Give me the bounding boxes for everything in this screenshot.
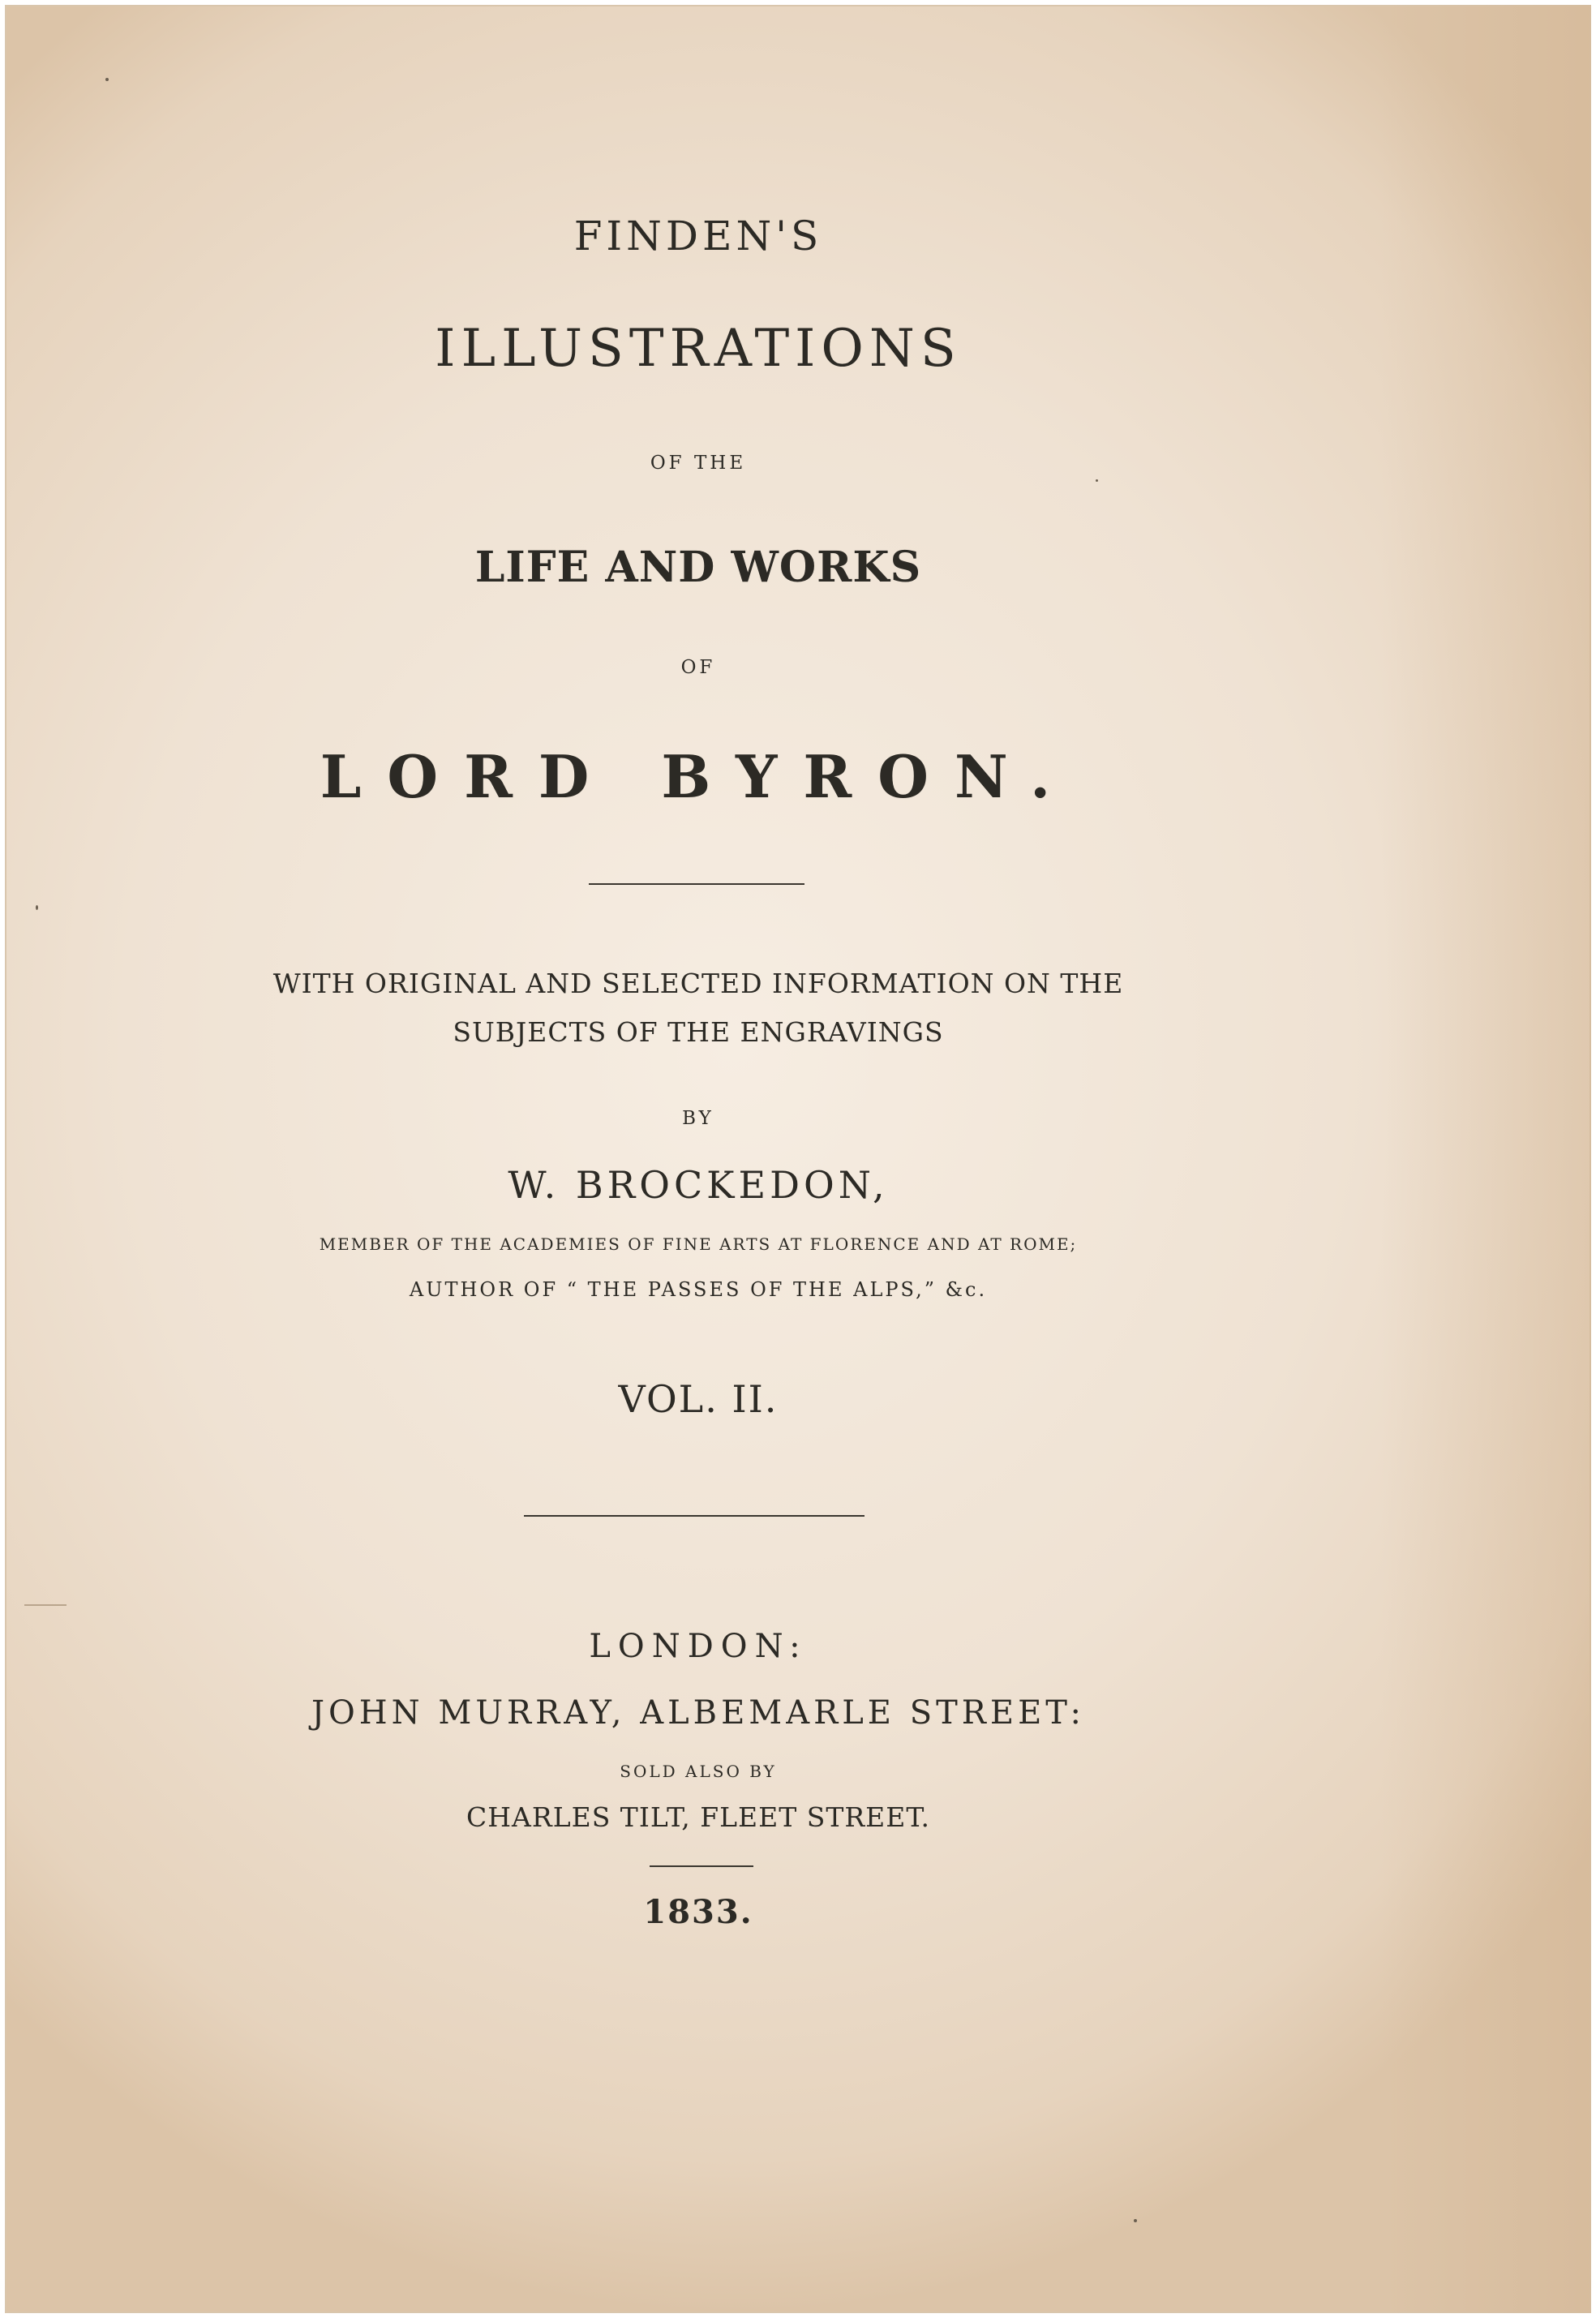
imprint-city: LONDON:: [589, 1628, 808, 1665]
title-of-the: OF THE: [650, 453, 747, 474]
paper-speck: [105, 78, 109, 81]
divider-rule-bottom: [650, 1865, 753, 1867]
paper-speck: [1134, 2219, 1137, 2222]
paper-speck: [1096, 479, 1098, 482]
author-credit-line-2: AUTHOR OF “ THE PASSES OF THE ALPS,” &c.: [409, 1278, 988, 1301]
subject-name: LORD BYRON.: [320, 742, 1077, 811]
imprint-seller: CHARLES TILT, FLEET STREET.: [466, 1801, 930, 1833]
sold-also-by: SOLD ALSO BY: [620, 1762, 777, 1781]
by-label: BY: [682, 1108, 714, 1129]
author-name: W. BROCKEDON,: [508, 1163, 889, 1207]
publication-year: 1833.: [643, 1893, 753, 1931]
imprint-publisher: JOHN MURRAY, ALBEMARLE STREET:: [311, 1694, 1086, 1732]
title-of: OF: [680, 657, 716, 678]
author-credit-line-1: MEMBER OF THE ACADEMIES OF FINE ARTS AT FLORENCE AND AT ROME;: [319, 1234, 1078, 1254]
publisher-possessive: FINDEN'S: [573, 212, 823, 260]
title-page: [5, 5, 1591, 2313]
paper-mark: [24, 1604, 66, 1606]
paper-speck: [36, 905, 38, 910]
divider-rule-top: [589, 883, 804, 885]
title-main: ILLUSTRATIONS: [435, 319, 962, 379]
volume-number: VOL. II.: [618, 1377, 779, 1421]
title-life-and-works: LIFE AND WORKS: [474, 543, 922, 592]
divider-rule-middle: [524, 1515, 865, 1517]
subtitle-line-2: SUBJECTS OF THE ENGRAVINGS: [453, 1016, 944, 1048]
subtitle-line-1: WITH ORIGINAL AND SELECTED INFORMATION ON THE: [272, 968, 1124, 999]
